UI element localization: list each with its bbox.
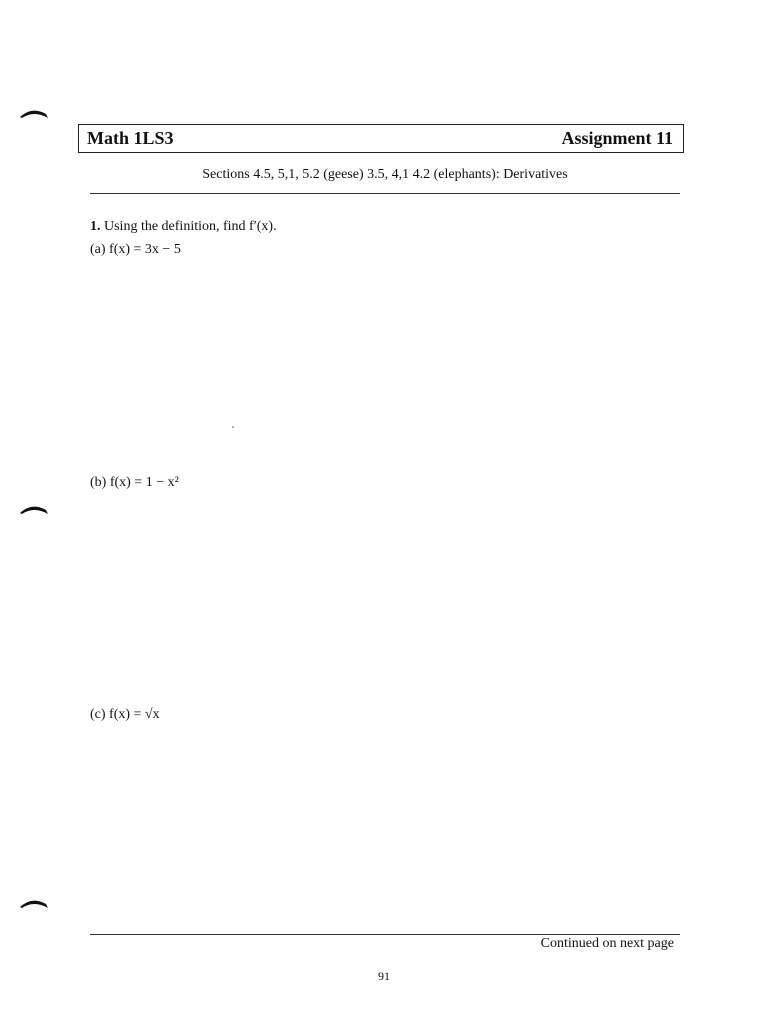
question-1-part-a: (a) f(x) = 3x − 5 <box>90 242 181 257</box>
punch-hole-mark-bottom <box>18 894 50 910</box>
course-title: Math 1LS3 <box>87 128 174 148</box>
page-number: 91 <box>378 969 390 983</box>
header-box <box>78 124 684 153</box>
question-1-part-c: (c) f(x) = √x <box>90 707 160 722</box>
continued-note: Continued on next page <box>540 936 674 951</box>
question-1-number: 1. <box>90 219 101 234</box>
stray-mark <box>232 426 234 428</box>
sections-subtitle: Sections 4.5, 5,1, 5.2 (geese) 3.5, 4,1 4.2 (elephants): Derivatives <box>202 167 568 182</box>
question-1 <box>90 219 277 235</box>
footer-rule <box>90 934 680 935</box>
header-rule <box>90 193 680 194</box>
question-1-prompt: Using the definition, find f′(x). <box>104 219 277 234</box>
assignment-title: Assignment 11 <box>561 128 673 148</box>
punch-hole-mark-middle <box>18 500 50 516</box>
question-1-part-b: (b) f(x) = 1 − x² <box>90 475 179 490</box>
punch-hole-mark-top <box>18 104 50 120</box>
